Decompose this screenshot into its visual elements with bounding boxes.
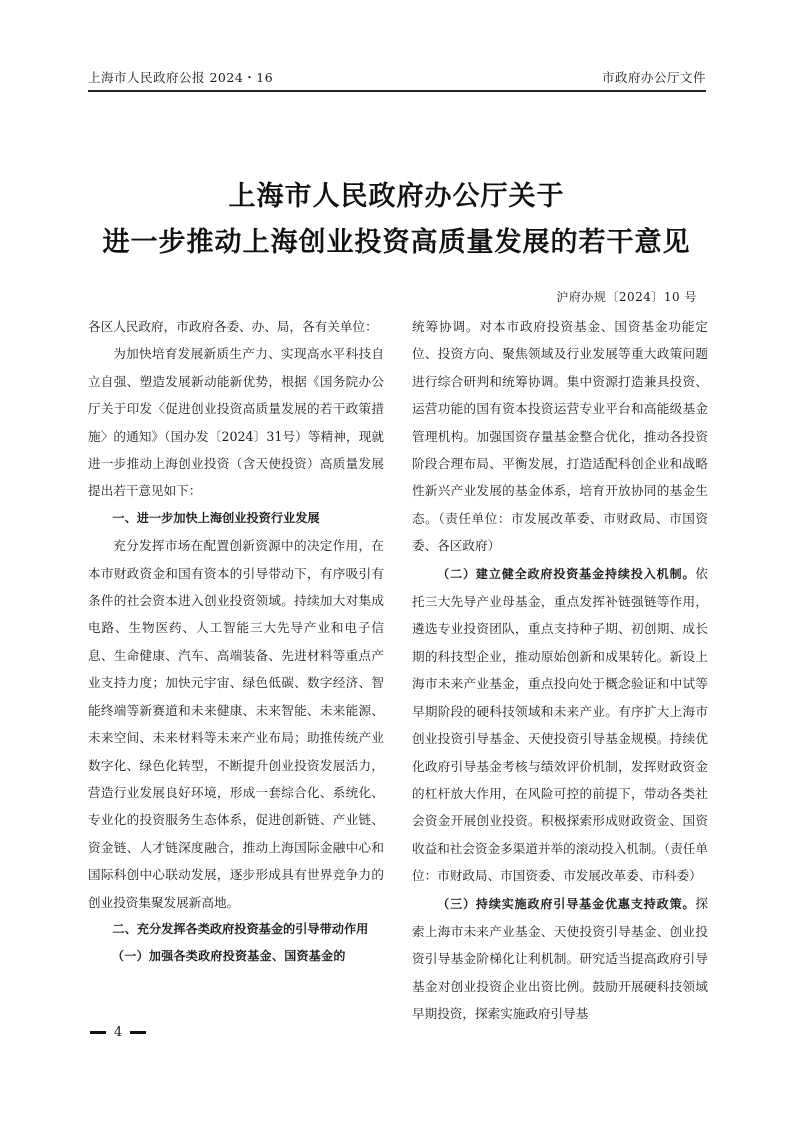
section-heading-1: 一、进一步加快上海创业投资行业发展 bbox=[112, 510, 320, 525]
page-number-dash-right bbox=[130, 1031, 146, 1034]
subsection-1-paragraph: 统筹协调。对本市政府投资基金、国资基金功能定位、投资方向、聚焦领域及行业发展等重大政策问题进行综合研判和统筹协调。集中资源打造兼具投资、运营功能的国有资本投资运营专业平台和高能级基金管理机构。加强国资存量基金整合优化，推动各投资阶段合理布局、平衡发展，打造适配科创企业和战略性新兴产业发展的基金体系，培育开放协同的基金生态。（责任单位：市发展改革委、市财政局、市国资委、各区政府） bbox=[412, 319, 708, 554]
left-column bbox=[88, 313, 384, 971]
page-number-dash-left bbox=[90, 1031, 106, 1034]
page-number bbox=[90, 1025, 146, 1040]
header-divider bbox=[88, 90, 706, 92]
section-heading-2: 二、充分发挥各类政府投资基金的引导带动作用 bbox=[112, 921, 369, 936]
running-header bbox=[88, 64, 706, 88]
document-number: 沪府办规〔2024〕10 号 bbox=[556, 290, 697, 304]
addressee: 各区人民政府，市政府各委、办、局，各有关单位： bbox=[88, 319, 378, 334]
subsection-heading-1: （一）加强各类政府投资基金、国资基金的 bbox=[112, 949, 346, 964]
gazette-issue: 上海市人民政府公报 2024・16 bbox=[88, 70, 274, 85]
subsection-2-body: 依托三大先导产业母基金，重点发挥补链强链等作用，遴选专业投资团队，重点支持种子期、初创期、成长期的科技型企业，推动原始创新和成果转化。新设上海市未来产业基金，重点投向处于概念验证和中试等早期阶段的硬科技领域和未来产业。有序扩大上海市创业投资引导基金、天使投资引导基金规模。持续优化政府引导基金考核与绩效评价机制，发挥财政资金的杠杆放大作用，在风险可控的前提下，带动各类社会资金开展创业投资。积极探索形成财政资金、国资收益和社会资金多渠道并举的滚动投入机制。（责任单位：市财政局、市国资委、市发展改革委、市科委） bbox=[412, 565, 708, 884]
document-category: 市政府办公厅文件 bbox=[601, 70, 706, 85]
subsection-3-body: 探索上海市未来产业基金、天使投资引导基金、创业投资引导基金阶梯化让利机制。研究适当提高政府引导基金对创业投资企业出资比例。鼓励开展硬科技领域早期投资，探索实施政府引导基 bbox=[412, 895, 708, 1022]
right-column bbox=[412, 313, 708, 1028]
subsection-3-paragraph bbox=[412, 890, 708, 1028]
subsection-heading-2: （二）建立健全政府投资基金持续投入机制。 bbox=[437, 566, 696, 581]
document-title-line-1: 上海市人民政府办公厅关于 bbox=[228, 181, 565, 212]
document-title-line-2: 进一步推动上海创业投资高质量发展的若干意见 bbox=[102, 227, 691, 258]
section-1-paragraph: 充分发挥市场在配置创新资源中的决定作用，在本市财政资金和国有资本的引导带动下，有序吸引有条件的社会资本进入创业投资领域。持续加大对集成电路、生物医药、人工智能三大先导产业和电子信息、生命健康、汽车、高端装备、先进材料等重点产业支持力度；加快元宇宙、绿色低碳、数字经济、智能终端等新赛道和未来健康、未来智能、未来能源、未来空间、未来材料等未来产业布局；助推传统产业数字化、绿色化转型，不断提升创业投资发展活力，营造行业发展良好环境，形成一套综合化、系统化、专业化的投资服务生态体系，促进创新链、产业链、资金链、人才链深度融合，推动上海国际金融中心和国际科创中心联动发展，逐步形成具有世界竞争力的创业投资集聚发展新高地。 bbox=[88, 538, 384, 910]
page-number-value: 4 bbox=[114, 1025, 123, 1040]
subsection-heading-3: （三）持续实施政府引导基金优惠支持政策。 bbox=[437, 896, 696, 911]
subsection-2-paragraph bbox=[412, 560, 708, 890]
preamble-paragraph: 为加快培育发展新质生产力、实现高水平科技自立自强、塑造发展新动能新优势，根据《国务院办公厅关于印发〈促进创业投资高质量发展的若干政策措施〉的通知》（国办发〔2024〕31号）等精神，现就进一步推动上海创业投资（含天使投资）高质量发展提出若干意见如下： bbox=[88, 346, 384, 499]
